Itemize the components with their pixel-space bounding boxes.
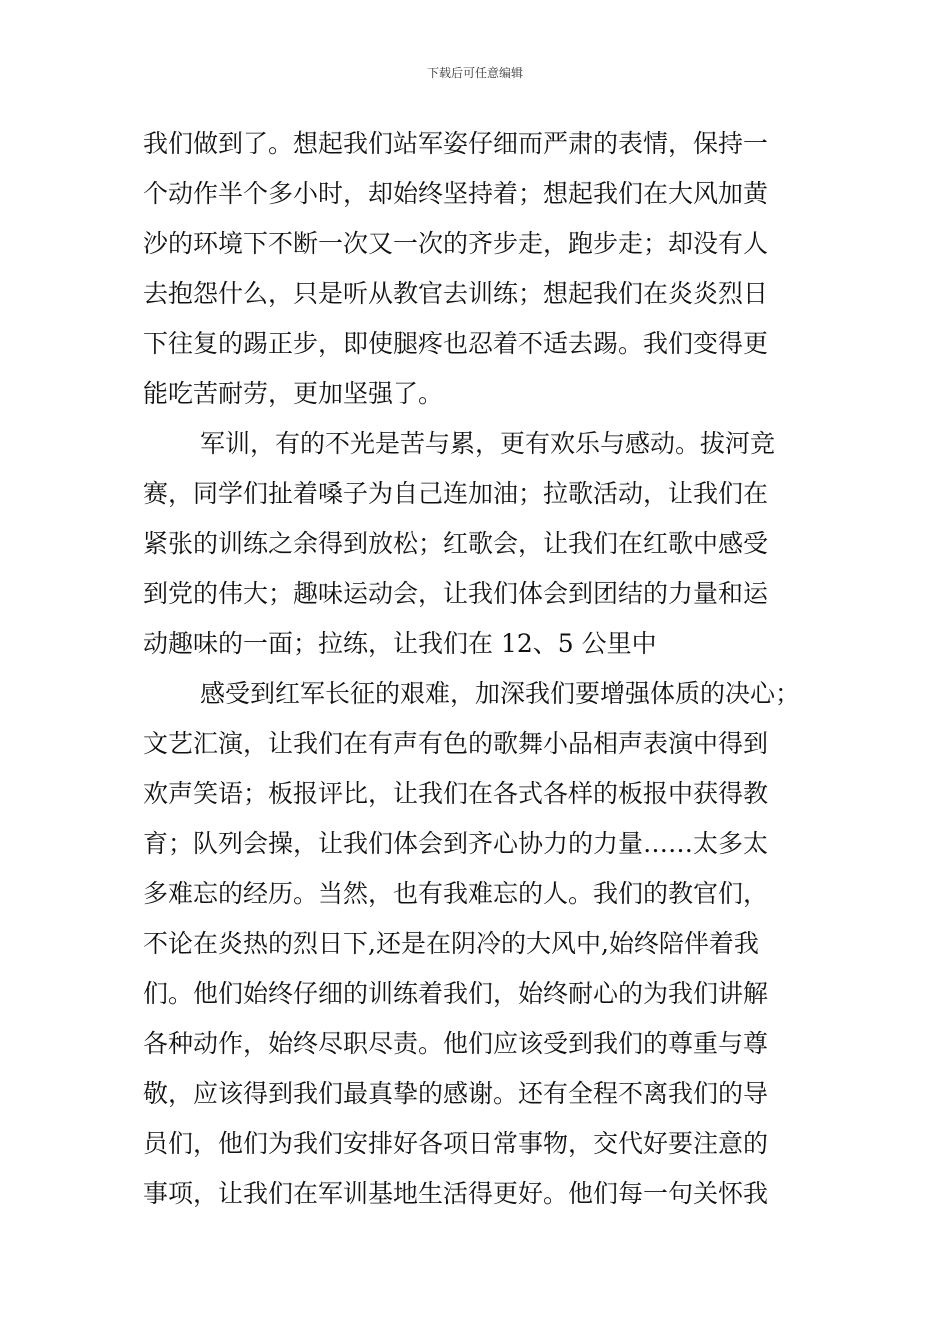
text-line: 赛，同学们扯着嗓子为自己连加油；拉歌活动，让我们在 <box>143 479 769 508</box>
paragraph-1 <box>143 127 833 427</box>
text-line: 多难忘的经历。当然，也有我难忘的人。我们的教官们， <box>143 879 769 908</box>
text-line: 感受到红军长征的艰难，加深我们要增强体质的决心； <box>200 679 801 708</box>
text-line: 动趣味的一面；拉练，让我们在 12、5 公里中 <box>143 629 657 658</box>
text-line: 欢声笑语；板报评比，让我们在各式各样的板报中获得教 <box>143 779 769 808</box>
text-line: 各种动作，始终尽职尽责。他们应该受到我们的尊重与尊 <box>143 1029 769 1058</box>
text-line: 事项，让我们在军训基地生活得更好。他们每一句关怀我 <box>143 1179 769 1208</box>
text-line: 去抱怨什么，只是听从教官去训练；想起我们在炎炎烈日 <box>143 279 769 308</box>
text-line: 下往复的踢正步，即使腿疼也忍着不适去踢。我们变得更 <box>143 329 769 358</box>
text-line: 我们做到了。想起我们站军姿仔细而严肃的表情，保持一 <box>143 129 769 158</box>
text-line: 员们，他们为我们安排好各项日常事物，交代好要注意的 <box>143 1129 769 1158</box>
text-line: 文艺汇演，让我们在有声有色的歌舞小品相声表演中得到 <box>143 729 769 758</box>
paragraph-2 <box>143 427 833 677</box>
text-line: 不论在炎热的烈日下,还是在阴冷的大风中,始终陪伴着我 <box>143 929 759 958</box>
text-line: 育；队列会操，让我们体会到齐心协力的力量……太多太 <box>143 829 769 858</box>
text-line: 沙的环境下不断一次又一次的齐步走，跑步走；却没有人 <box>143 229 769 258</box>
text-line: 紧张的训练之余得到放松；红歌会，让我们在红歌中感受 <box>143 529 769 558</box>
page-header: 下载后可任意编辑 <box>426 66 523 80</box>
text-line: 到党的伟大；趣味运动会，让我们体会到团结的力量和运 <box>143 579 769 608</box>
text-line: 个动作半个多小时，却始终坚持着；想起我们在大风加黄 <box>143 179 769 208</box>
text-line: 们。他们始终仔细的训练着我们，始终耐心的为我们讲解 <box>143 979 769 1008</box>
text-line: 军训，有的不光是苦与累，更有欢乐与感动。拔河竞 <box>200 429 776 458</box>
document-body <box>143 127 833 1227</box>
text-line: 能吃苦耐劳，更加坚强了。 <box>143 379 444 408</box>
text-line: 敬，应该得到我们最真挚的感谢。还有全程不离我们的导 <box>143 1079 769 1108</box>
paragraph-3 <box>143 677 833 1227</box>
